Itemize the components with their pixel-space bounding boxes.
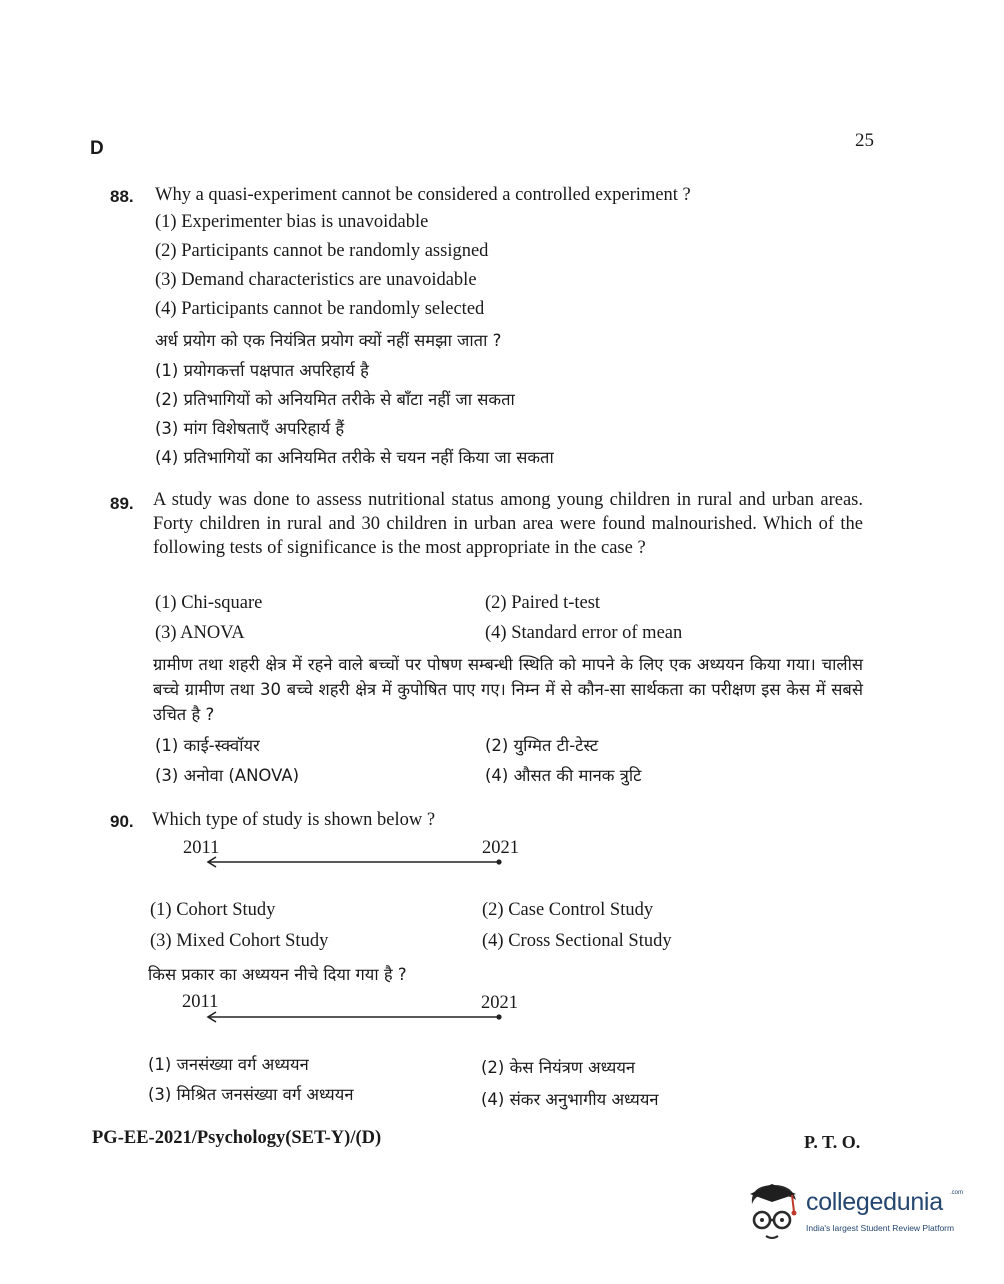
timeline-arrow-hi (200, 1010, 510, 1024)
question-text-hi: किस प्रकार का अध्ययन नीचे दिया गया है ? (148, 965, 407, 984)
option-en-2: (2) Case Control Study (482, 900, 654, 920)
set-label: D (90, 138, 104, 159)
logo-tagline: India's largest Student Review Platform (806, 1223, 955, 1233)
option-en-1: (1) Chi-square (155, 593, 263, 613)
logo-wordmark: collegedunia (806, 1188, 943, 1216)
option-hi-4: (4) औसत की मानक त्रुटि (485, 766, 642, 785)
option-hi-2: (2) केस नियंत्रण अध्ययन (481, 1058, 636, 1077)
question-text-hi: ग्रामीण तथा शहरी क्षेत्र में रहने वाले बच्चों पर पोषण सम्बन्धी स्थिति को मापने के लिए एक अध्ययन किया गया। चालीस बच्चे ग्रामीण तथा 30 बच्चे शहरी क्षेत्र में कुपोषित पाए गए। निम्न में से कौन-सा सार्थकता का परीक्षण इस केस में सबसे उचित है ? (153, 655, 863, 724)
option-en-4: (4) Participants cannot be randomly selected (155, 299, 485, 319)
option-hi-1: (1) काई-स्क्वॉयर (155, 736, 260, 755)
option-en-3: (3) Mixed Cohort Study (150, 931, 329, 951)
question-text-hi: अर्ध प्रयोग को एक नियंत्रित प्रयोग क्यों नहीं समझा जाता ? (155, 331, 502, 350)
option-en-1: (1) Experimenter bias is unavoidable (155, 212, 429, 232)
logo-suffix: .com (950, 1190, 964, 1196)
option-en-2: (2) Paired t-test (485, 593, 601, 613)
option-en-2: (2) Participants cannot be randomly assigned (155, 241, 489, 261)
question-text-en: Why a quasi-experiment cannot be considered a controlled experiment ? (155, 185, 691, 205)
paper-code: PG-EE-2021/Psychology(SET-Y)/(D) (92, 1128, 382, 1148)
option-en-3: (3) ANOVA (155, 623, 245, 643)
option-en-4: (4) Standard error of mean (485, 623, 683, 643)
timeline-start-label-hi: 2011 (182, 992, 219, 1012)
question-text-en: Which type of study is shown below ? (152, 810, 436, 830)
timeline-start-label: 2011 (183, 838, 220, 858)
pto-label: P. T. O. (804, 1132, 861, 1152)
timeline-end-label-hi: 2021 (481, 993, 518, 1013)
option-en-4: (4) Cross Sectional Study (482, 931, 672, 951)
option-hi-1: (1) प्रयोगकर्त्ता पक्षपात अपरिहार्य है (155, 361, 369, 380)
option-en-1: (1) Cohort Study (150, 900, 276, 920)
question-number: 88. (110, 187, 134, 206)
option-hi-3: (3) मांग विशेषताएँ अपरिहार्य हैं (155, 419, 345, 438)
option-en-3: (3) Demand characteristics are unavoidable (155, 270, 477, 290)
option-hi-4: (4) प्रतिभागियों का अनियमित तरीके से चयन नहीं किया जा सकता (155, 448, 554, 467)
mascot-icon (742, 1180, 804, 1244)
question-text-en: A study was done to assess nutritional status among young children in rural and urban areas. Forty children in rural and 30 children in urban area were found malnourished. Which of the following tests of significance is the most appropriate in the case ? (153, 490, 863, 558)
collegedunia-logo (742, 1180, 972, 1250)
option-hi-2: (2) प्रतिभागियों को अनियमित तरीके से बाँटा नहीं जा सकता (155, 390, 515, 409)
timeline-arrow-en (200, 855, 510, 869)
option-hi-1: (1) जनसंख्या वर्ग अध्ययन (148, 1055, 309, 1074)
option-hi-3: (3) अनोवा (ANOVA) (155, 766, 300, 785)
question-number: 89. (110, 494, 134, 513)
question-number: 90. (110, 812, 134, 831)
option-hi-2: (2) युग्मित टी-टेस्ट (485, 736, 599, 755)
timeline-end-label: 2021 (482, 838, 519, 858)
page-number: 25 (855, 130, 874, 151)
option-hi-3: (3) मिश्रित जनसंख्या वर्ग अध्ययन (148, 1085, 354, 1104)
option-hi-4: (4) संकर अनुभागीय अध्ययन (481, 1090, 659, 1109)
